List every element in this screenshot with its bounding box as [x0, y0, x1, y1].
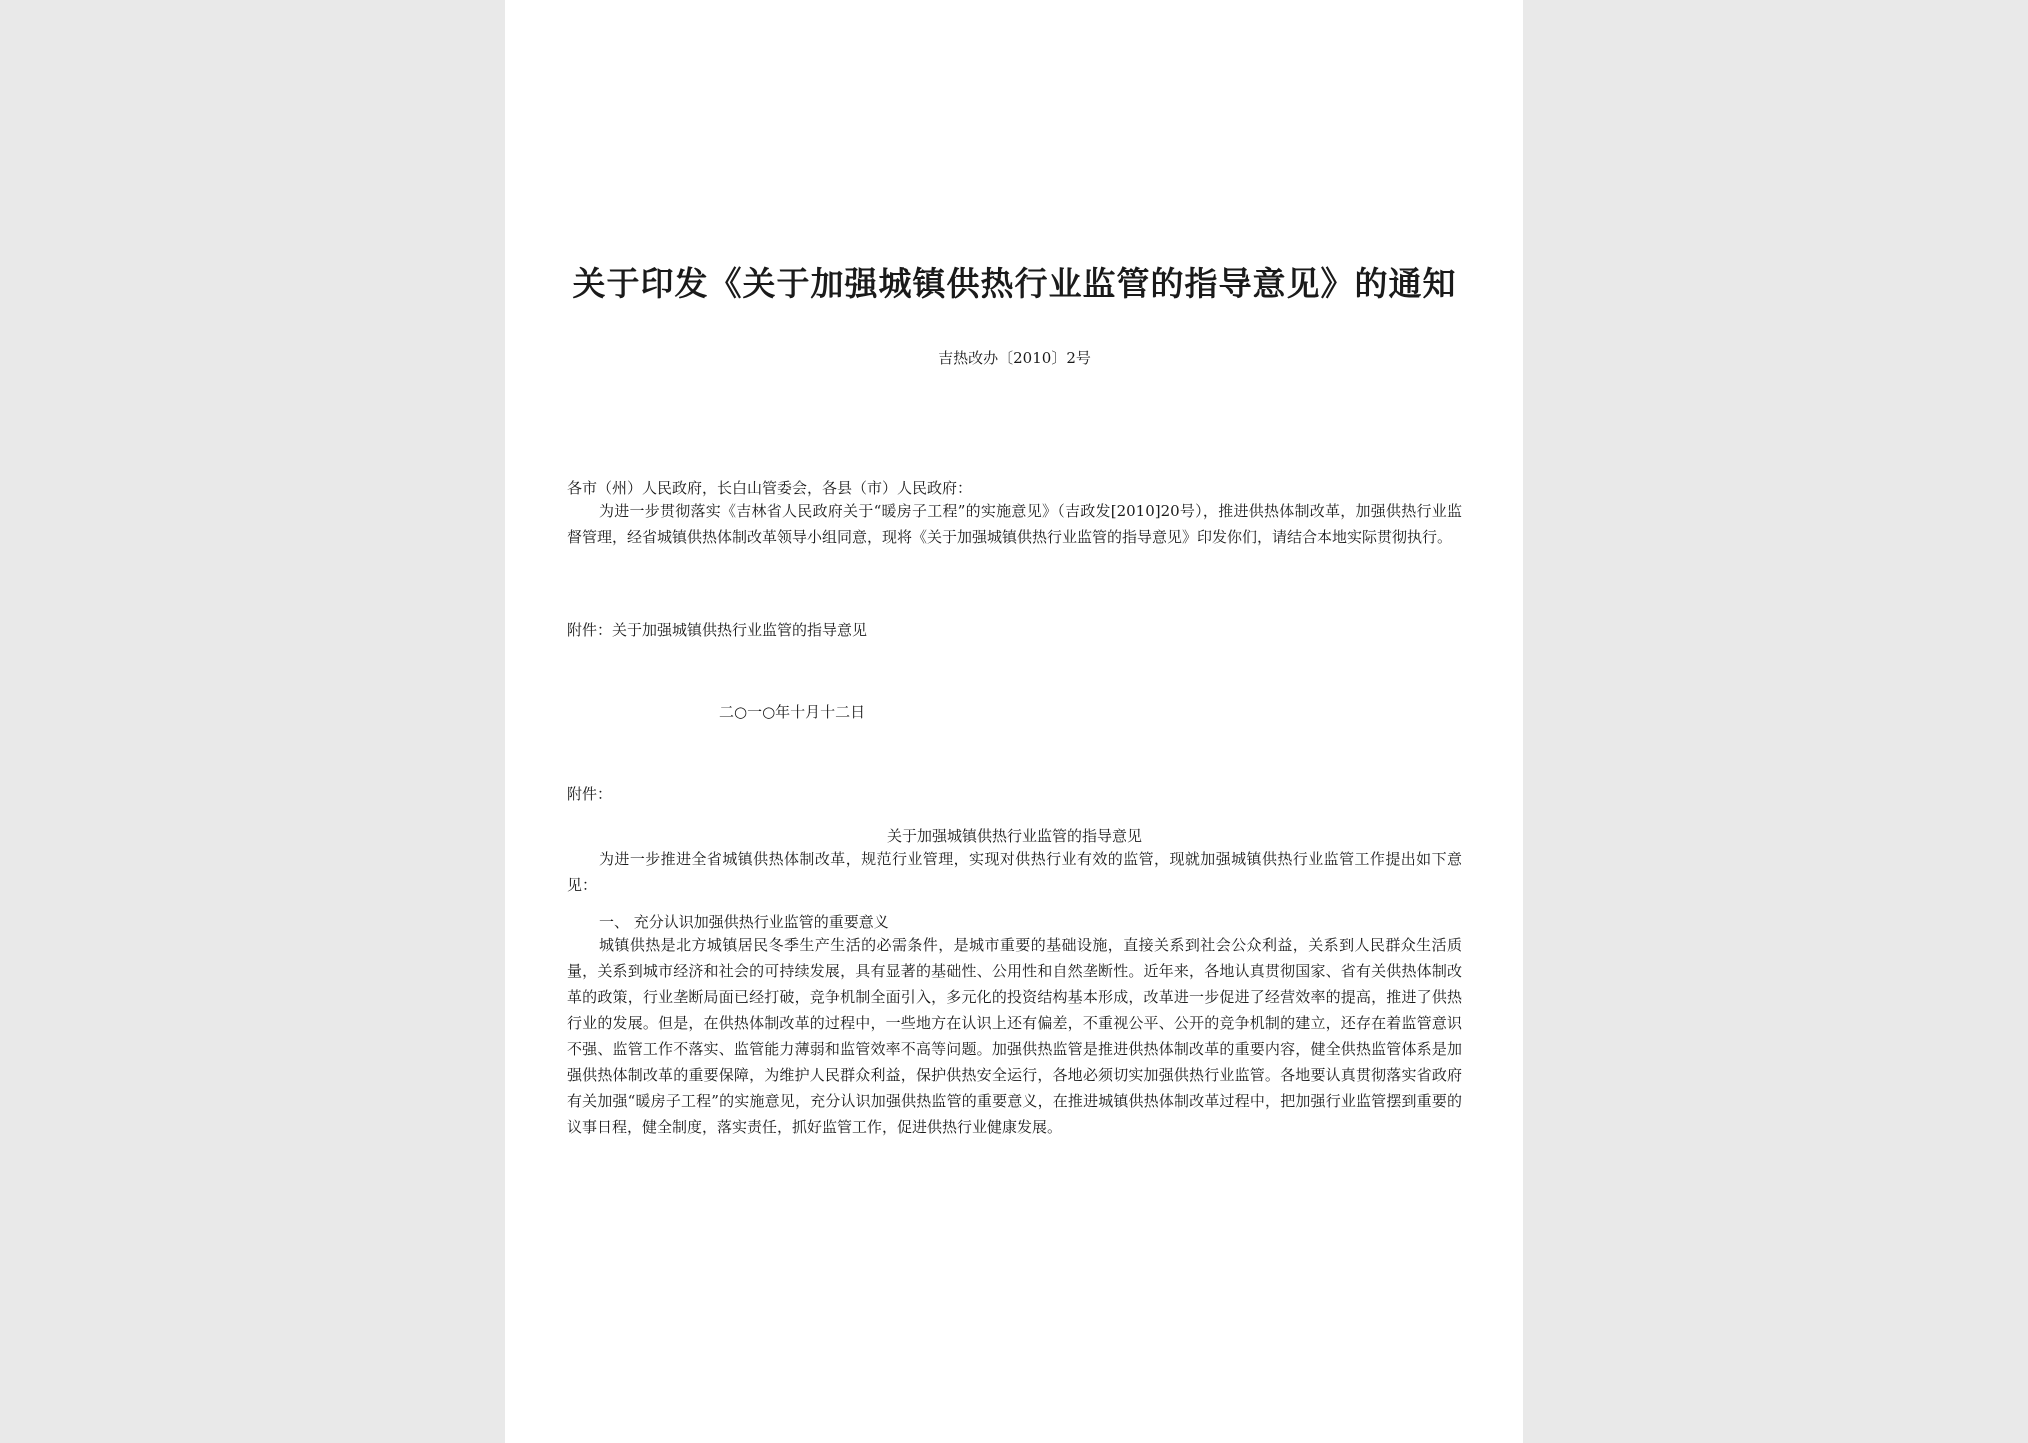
document-page [505, 0, 1523, 1443]
attachment-reference: 附件：关于加强城镇供热行业监管的指导意见 [567, 621, 868, 639]
page-content [567, 262, 1462, 1140]
document-title: 关于印发《关于加强城镇供热行业监管的指导意见》的通知 [572, 264, 1457, 303]
section-body-paragraph: 城镇供热是北方城镇居民冬季生产生活的必需条件，是城市重要的基础设施，直接关系到社会公众利益，关系到人民群众生活质量，关系到城市经济和社会的可持续发展，具有显著的基础性、公用性和自然垄断性。近年来，各地认真贯彻国家、省有关供热体制改革的政策，行业垄断局面已经打破，竞争机制全面引入，多元化的投资结构基本形成，改革进一步促进了经营效率的提高，推进了供热行业的发展。但是，在供热体制改革的过程中，一些地方在认识上还有偏差，不重视公平、公开的竞争机制的建立，还存在着监管意识不强、监管工作不落实、监管能力薄弱和监管效率不高等问题。加强供热监管是推进供热体制改革的重要内容，健全供热监管体系是加强供热体制改革的重要保障，为维护人民群众利益，保护供热安全运行，各地必须切实加强供热行业监管。各地要认真贯彻落实省政府有关加强“暖房子工程”的实施意见，充分认识加强供热监管的重要意义，在推进城镇供热体制改革过程中，把加强行业监管摆到重要的议事日程，健全制度，落实责任，抓好监管工作，促进供热行业健康发展。 [567, 936, 1462, 1136]
attachment-title: 关于加强城镇供热行业监管的指导意见 [886, 827, 1142, 845]
opening-paragraph: 为进一步推进全省城镇供热体制改革，规范行业管理，实现对供热行业有效的监管，现就加强城镇供热行业监管工作提出如下意见： [567, 850, 1462, 894]
document-number: 吉热改办〔2010〕2号 [938, 349, 1091, 367]
section-heading: 一、 充分认识加强供热行业监管的重要意义 [599, 913, 889, 931]
issue-date: 二○一○年十月十二日 [719, 703, 866, 721]
salutation: 各市（州）人民政府，长白山管委会，各县（市）人民政府： [567, 479, 973, 497]
attachment-label: 附件： [567, 785, 613, 803]
intro-paragraph: 为进一步贯彻落实《吉林省人民政府关于“暖房子工程”的实施意见》（吉政发[2010]20号），推进供热体制改革，加强供热行业监督管理，经省城镇供热体制改革领导小组同意，现将《关于加强城镇供热行业监管的指导意见》印发你们，请结合本地实际贯彻执行。 [567, 502, 1462, 546]
